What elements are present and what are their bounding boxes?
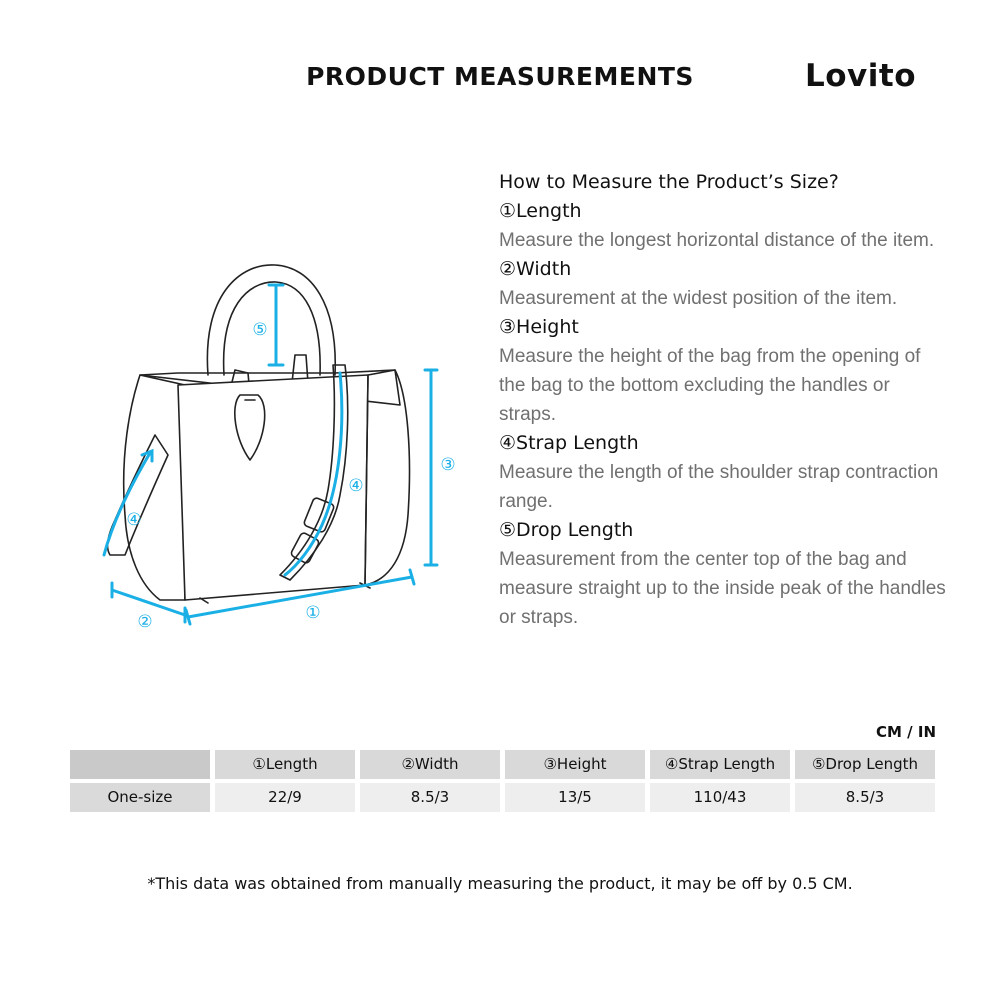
size-table [70, 750, 935, 812]
bag-front-panel [178, 375, 368, 600]
guide-item-length [499, 197, 949, 255]
callout-drop: ⑤ [252, 320, 268, 340]
brand-logo: Lovito [804, 58, 916, 94]
guide-item-strap-length [499, 429, 949, 516]
guide-item-drop-length [499, 516, 949, 632]
guide-item-height [499, 313, 949, 429]
guide-heading: How to Measure the Product’s Size? [499, 171, 839, 193]
guide-desc: Measure the height of the bag from the opening of the bag to the bottom excluding the handles or straps. [499, 346, 921, 425]
measurement-guide [499, 168, 949, 632]
table-header-cell: ①Length [215, 750, 355, 779]
table-header-cell: ③Height [505, 750, 645, 779]
guide-term: ②Width [499, 258, 572, 280]
unit-label: CM / IN [876, 723, 936, 741]
strap-length-line [104, 453, 150, 555]
guide-desc: Measure the length of the shoulder strap contraction range. [499, 462, 939, 512]
bag-measurement-diagram [90, 255, 470, 645]
table-header-cell: ⑤Drop Length [795, 750, 935, 779]
guide-term: ④Strap Length [499, 432, 639, 454]
guide-term: ①Length [499, 200, 582, 222]
guide-term: ⑤Drop Length [499, 519, 634, 541]
table-cell: 8.5/3 [795, 783, 935, 812]
guide-desc: Measurement at the widest position of the item. [499, 288, 898, 309]
table-cell: One-size [70, 783, 210, 812]
table-row [70, 783, 935, 812]
callout-strap-left: ④ [126, 510, 142, 530]
table-header-cell: ②Width [360, 750, 500, 779]
table-header-cell [70, 750, 210, 779]
callout-length: ① [305, 603, 321, 623]
callout-width: ② [137, 612, 153, 632]
table-cell: 22/9 [215, 783, 355, 812]
table-header-cell: ④Strap Length [650, 750, 790, 779]
callout-height: ③ [440, 455, 456, 475]
footnote: *This data was obtained from manually measuring the product, it may be off by 0.5 CM. [147, 874, 853, 893]
guide-desc: Measurement from the center top of the bag and measure straight up to the inside peak of the handles or straps. [499, 549, 946, 628]
callout-strap-right: ④ [348, 476, 364, 496]
table-header-row [70, 750, 935, 779]
guide-desc: Measure the longest horizontal distance of the item. [499, 230, 935, 251]
table-cell: 110/43 [650, 783, 790, 812]
bag-strap-left [108, 435, 168, 555]
guide-term: ③Height [499, 316, 579, 338]
table-cell: 13/5 [505, 783, 645, 812]
page-title: PRODUCT MEASUREMENTS [306, 62, 694, 91]
table-cell: 8.5/3 [360, 783, 500, 812]
guide-item-width [499, 255, 949, 313]
